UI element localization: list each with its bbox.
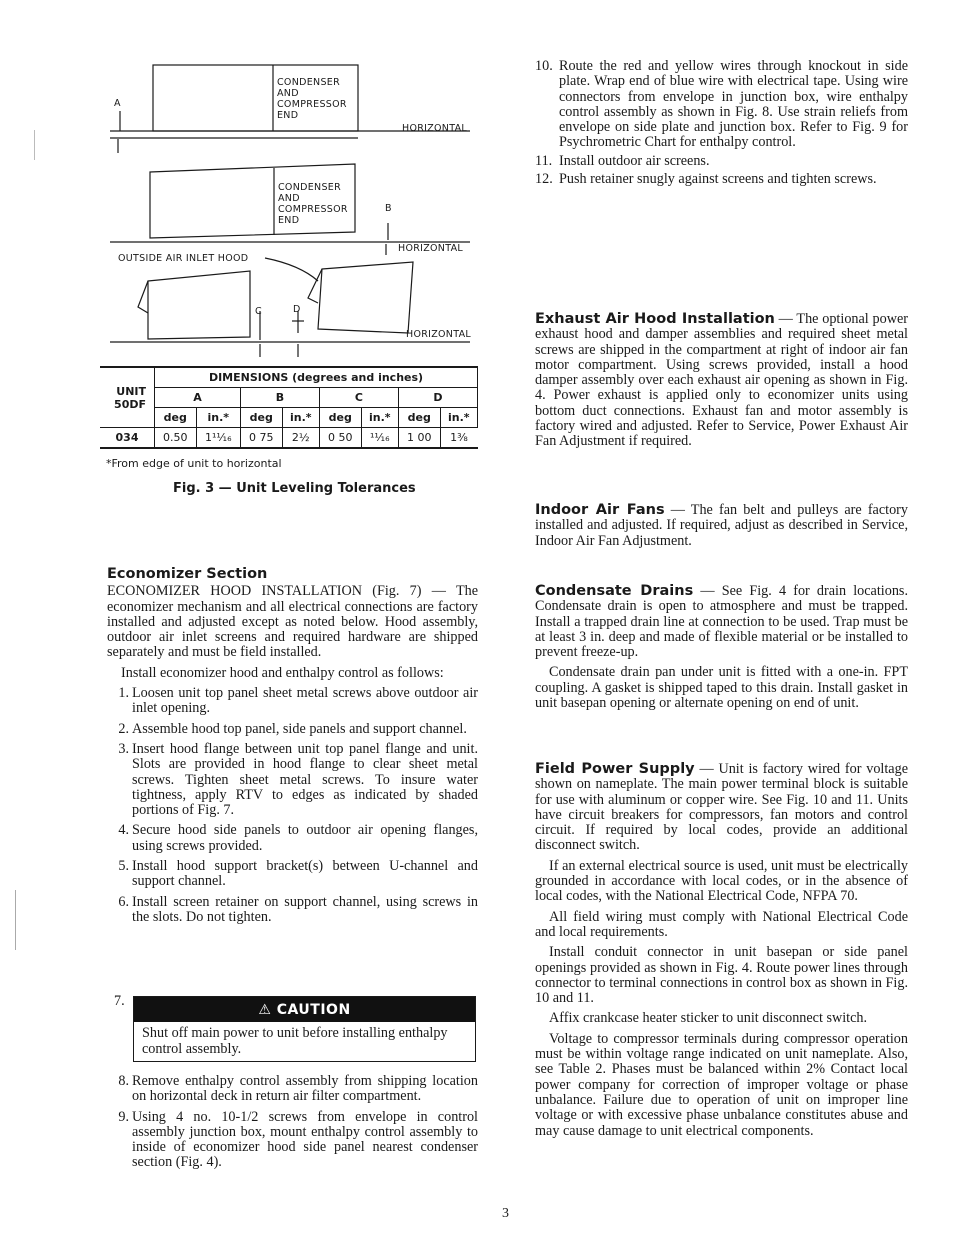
cell-d-in: 1⅜ (440, 428, 477, 449)
list-item: 1. Loosen unit top panel sheet metal screws above outdoor air inlet opening. (118, 685, 478, 717)
figure-caption: Fig. 3 — Unit Leveling Tolerances (173, 481, 416, 496)
list-item: 8. Remove enthalpy control assembly from shipping location on horizontal deck in return air filter compartment. (118, 1073, 478, 1105)
label-d: D (293, 304, 301, 315)
condenser-label-mid-4: END (278, 215, 300, 226)
cell-a-deg: 0.50 (155, 428, 197, 449)
economizer-intro-body: The economizer mechanism and all electrical connections are factory installed and adjusted except as noted below. Hood assembly, outdoor air inlet screens and required hardware are shipped separately and must be field installed. (107, 583, 478, 661)
horizontal-label-3: HORIZONTAL (406, 329, 471, 340)
step-7-number: 7. (114, 993, 125, 1009)
economizer-heading: Economizer Section (107, 566, 268, 582)
condensate-body: — See Fig. 4 for drain locations. Condensate drain is open to atmosphere and must be trapped. Install a trapped drain line at connection to be used. Trap must be at least 3 in. deep and made of flexible material or be installed to prevent freeze-up. (535, 583, 908, 661)
dimensions-table (100, 366, 478, 449)
condenser-label-3: COMPRESSOR (277, 99, 347, 110)
horizontal-label-1: HORIZONTAL (402, 123, 467, 134)
caution-text: Shut off main power to unit before installing enthalpy control assembly. (142, 1025, 448, 1057)
table-footnote: *From edge of unit to horizontal (106, 457, 282, 470)
left-column (107, 567, 478, 930)
label-c: C (255, 306, 262, 317)
exhaust-body: — The optional power exhaust hood and damper assemblies and required sheet metal screws are shipped in the compartment at right of indoor air fan motor compartment. Using screws provided, install a hood damper assembly over each exhaust air opening as shown in Fig. 4. Power exhaust is applied only to economizer units using bottom duct connections. Exhaust fan and motor assembly is factory wired and adjusted. Refer to Service, Power Exhaust Air Fan Adjustment if required. (535, 311, 908, 450)
table-title: DIMENSIONS (degrees and inches) (155, 367, 478, 388)
caution-title: ⚠ CAUTION (134, 997, 475, 1022)
outside-air-inlet-hood-label: OUTSIDE AIR INLET HOOD (118, 253, 249, 264)
subhead: in.* (361, 408, 398, 428)
power-supply-heading: Field Power Supply (535, 761, 695, 777)
condenser-label-2: AND (277, 88, 299, 99)
power-paragraph: If an external electrical source is used, unit must be electrically grounded in accordance with local codes, or in the absence of local codes, with the National Electrical Code, NFPA 70. (535, 857, 908, 905)
list-item: 3. Insert hood flange between unit top panel flange and unit. Slots are provided in hood flange to clear sheet metal screws. Tighten sheet metal screws. To insure water tightness, apply RTV to edges as indicated by shaded portions of Fig. 7. (118, 740, 478, 819)
indoor-fans-body: — The fan belt and pulleys are factory installed and adjusted. If required, adjust as described in Service, Indoor Air Fan Adjustment. (535, 502, 909, 549)
leveling-diagram (100, 55, 480, 365)
power-paragraph: All field wiring must comply with National Electrical Code and local requirements. (535, 908, 908, 940)
subhead: deg (155, 408, 197, 428)
power-paragraph: Install conduit connector in unit basepan or side panel openings provided as shown in Fig. 4. Route power lines through connector to terminal connections in control box as shown in Fig. 10 and 11. (535, 944, 908, 1007)
power-paragraph: Voltage to compressor terminals during compressor operation must be within voltage range indicated on unit nameplate. Also, see Table 2. Phases must be balanced within 2% Contact local power company for correction of improper voltage or phase unbalance. Failure due to operation of unit on improper line voltage or with excessive phase unbalance constitutes abuse and may cause damage to unit electrical components. (535, 1030, 908, 1139)
condenser-label-mid-2: AND (278, 193, 300, 204)
install-paragraph: Install economizer hood and enthalpy control as follows: (121, 664, 444, 681)
economizer-intro (107, 584, 478, 660)
list-item: 5. Install hood support bracket(s) between U-channel and support channel. (118, 858, 478, 890)
cell-b-deg: 0 75 (240, 428, 282, 449)
condenser-label-mid-3: COMPRESSOR (278, 204, 348, 215)
cell-b-in: 2½ (282, 428, 319, 449)
group-c: C (319, 388, 398, 408)
install-steps-c (535, 59, 908, 187)
subhead: deg (240, 408, 282, 428)
table-row (100, 428, 478, 449)
group-b: B (240, 388, 319, 408)
cell-d-deg: 1 00 (398, 428, 440, 449)
horizontal-label-2: HORIZONTAL (398, 243, 463, 254)
caution-box (133, 996, 476, 1062)
indoor-fans-heading: Indoor Air Fans (535, 502, 665, 518)
scan-mark (15, 890, 16, 950)
list-item: 12. Push retainer snugly against screens and tighten screws. (535, 171, 877, 188)
list-item: 11. Install outdoor air screens. (535, 152, 710, 169)
exhaust-heading: Exhaust Air Hood Installation (535, 311, 775, 327)
install-steps-a (107, 686, 478, 925)
cell-c-in: ¹¹⁄₁₆ (361, 428, 398, 449)
list-item: 10. Route the red and yellow wires through knockout in side plate. Wrap end of blue wire with electrical tape. Using wire connectors from envelope in junction box, wire enthalpy control assembly as shown in Fig. 8. Use strain reliefs from envelope on side plate and junction box. Refer to Fig. 9 for Psychrometric Chart for enthalpy control. (535, 58, 908, 151)
subhead: in.* (440, 408, 477, 428)
list-item: 6. Install screen retainer on support channel, using screws in the slots. Do not tighten. (118, 893, 478, 925)
scan-mark (34, 130, 35, 160)
list-item: 4. Secure hood side panels to outdoor air opening flanges, using screws provided. (118, 822, 478, 854)
subhead: deg (319, 408, 361, 428)
unit-label-2: 50DF (114, 397, 146, 411)
subhead: in.* (282, 408, 319, 428)
condensate-section (535, 584, 908, 716)
hood-drawing (110, 258, 470, 357)
list-item: 9. Using 4 no. 10-1/2 screws from envelope in control assembly junction box, mount enthalpy control assembly to inside of economizer hood side panel nearest condenser section (Fig. 4). (118, 1108, 478, 1171)
cell-a-in: 1¹¹⁄₁₆ (196, 428, 240, 449)
condensate-paragraph-2: Condensate drain pan under unit is fitted with a one-in. FPT coupling. A gasket is shipped taped to this drain. Install gasket in unit basepan opening or alternate opening on end of unit. (535, 664, 908, 712)
power-supply-body: — Unit is factory wired for voltage shown on nameplate. The main power terminal block is suitable for use with aluminum or copper wire. See Fig. 10 and 11. Units have circuit breakers for compressors, fan motors and control circuit. If required by local codes, provide an additional disconnect switch. (535, 761, 908, 854)
exhaust-section (535, 312, 908, 455)
unit-value: 034 (100, 428, 155, 449)
left-column-lower (107, 1074, 478, 1176)
power-paragraph: Affix crankcase heater sticker to unit disconnect switch. (549, 1010, 868, 1027)
label-a: A (114, 98, 121, 109)
power-supply-section (535, 762, 908, 1144)
condensate-heading: Condensate Drains (535, 583, 694, 599)
cell-c-deg: 0 50 (319, 428, 361, 449)
group-a: A (155, 388, 241, 408)
group-d: D (398, 388, 477, 408)
label-b: B (385, 203, 392, 214)
subhead: in.* (196, 408, 240, 428)
unit-label-1: UNIT (116, 384, 146, 398)
install-steps-b (107, 1074, 478, 1171)
economizer-intro-lead: ECONOMIZER HOOD INSTALLATION (Fig. 7) — (107, 583, 446, 600)
indoor-fans-section (535, 503, 908, 554)
page-number: 3 (502, 1206, 509, 1221)
right-column-steps (535, 59, 908, 190)
subhead: deg (398, 408, 440, 428)
list-item: 2. Assemble hood top panel, side panels and support channel. (118, 720, 467, 737)
condenser-label-1: CONDENSER (277, 77, 340, 88)
condenser-label-mid-1: CONDENSER (278, 182, 341, 193)
unit-header (100, 367, 155, 428)
condenser-label-4: END (277, 110, 299, 121)
